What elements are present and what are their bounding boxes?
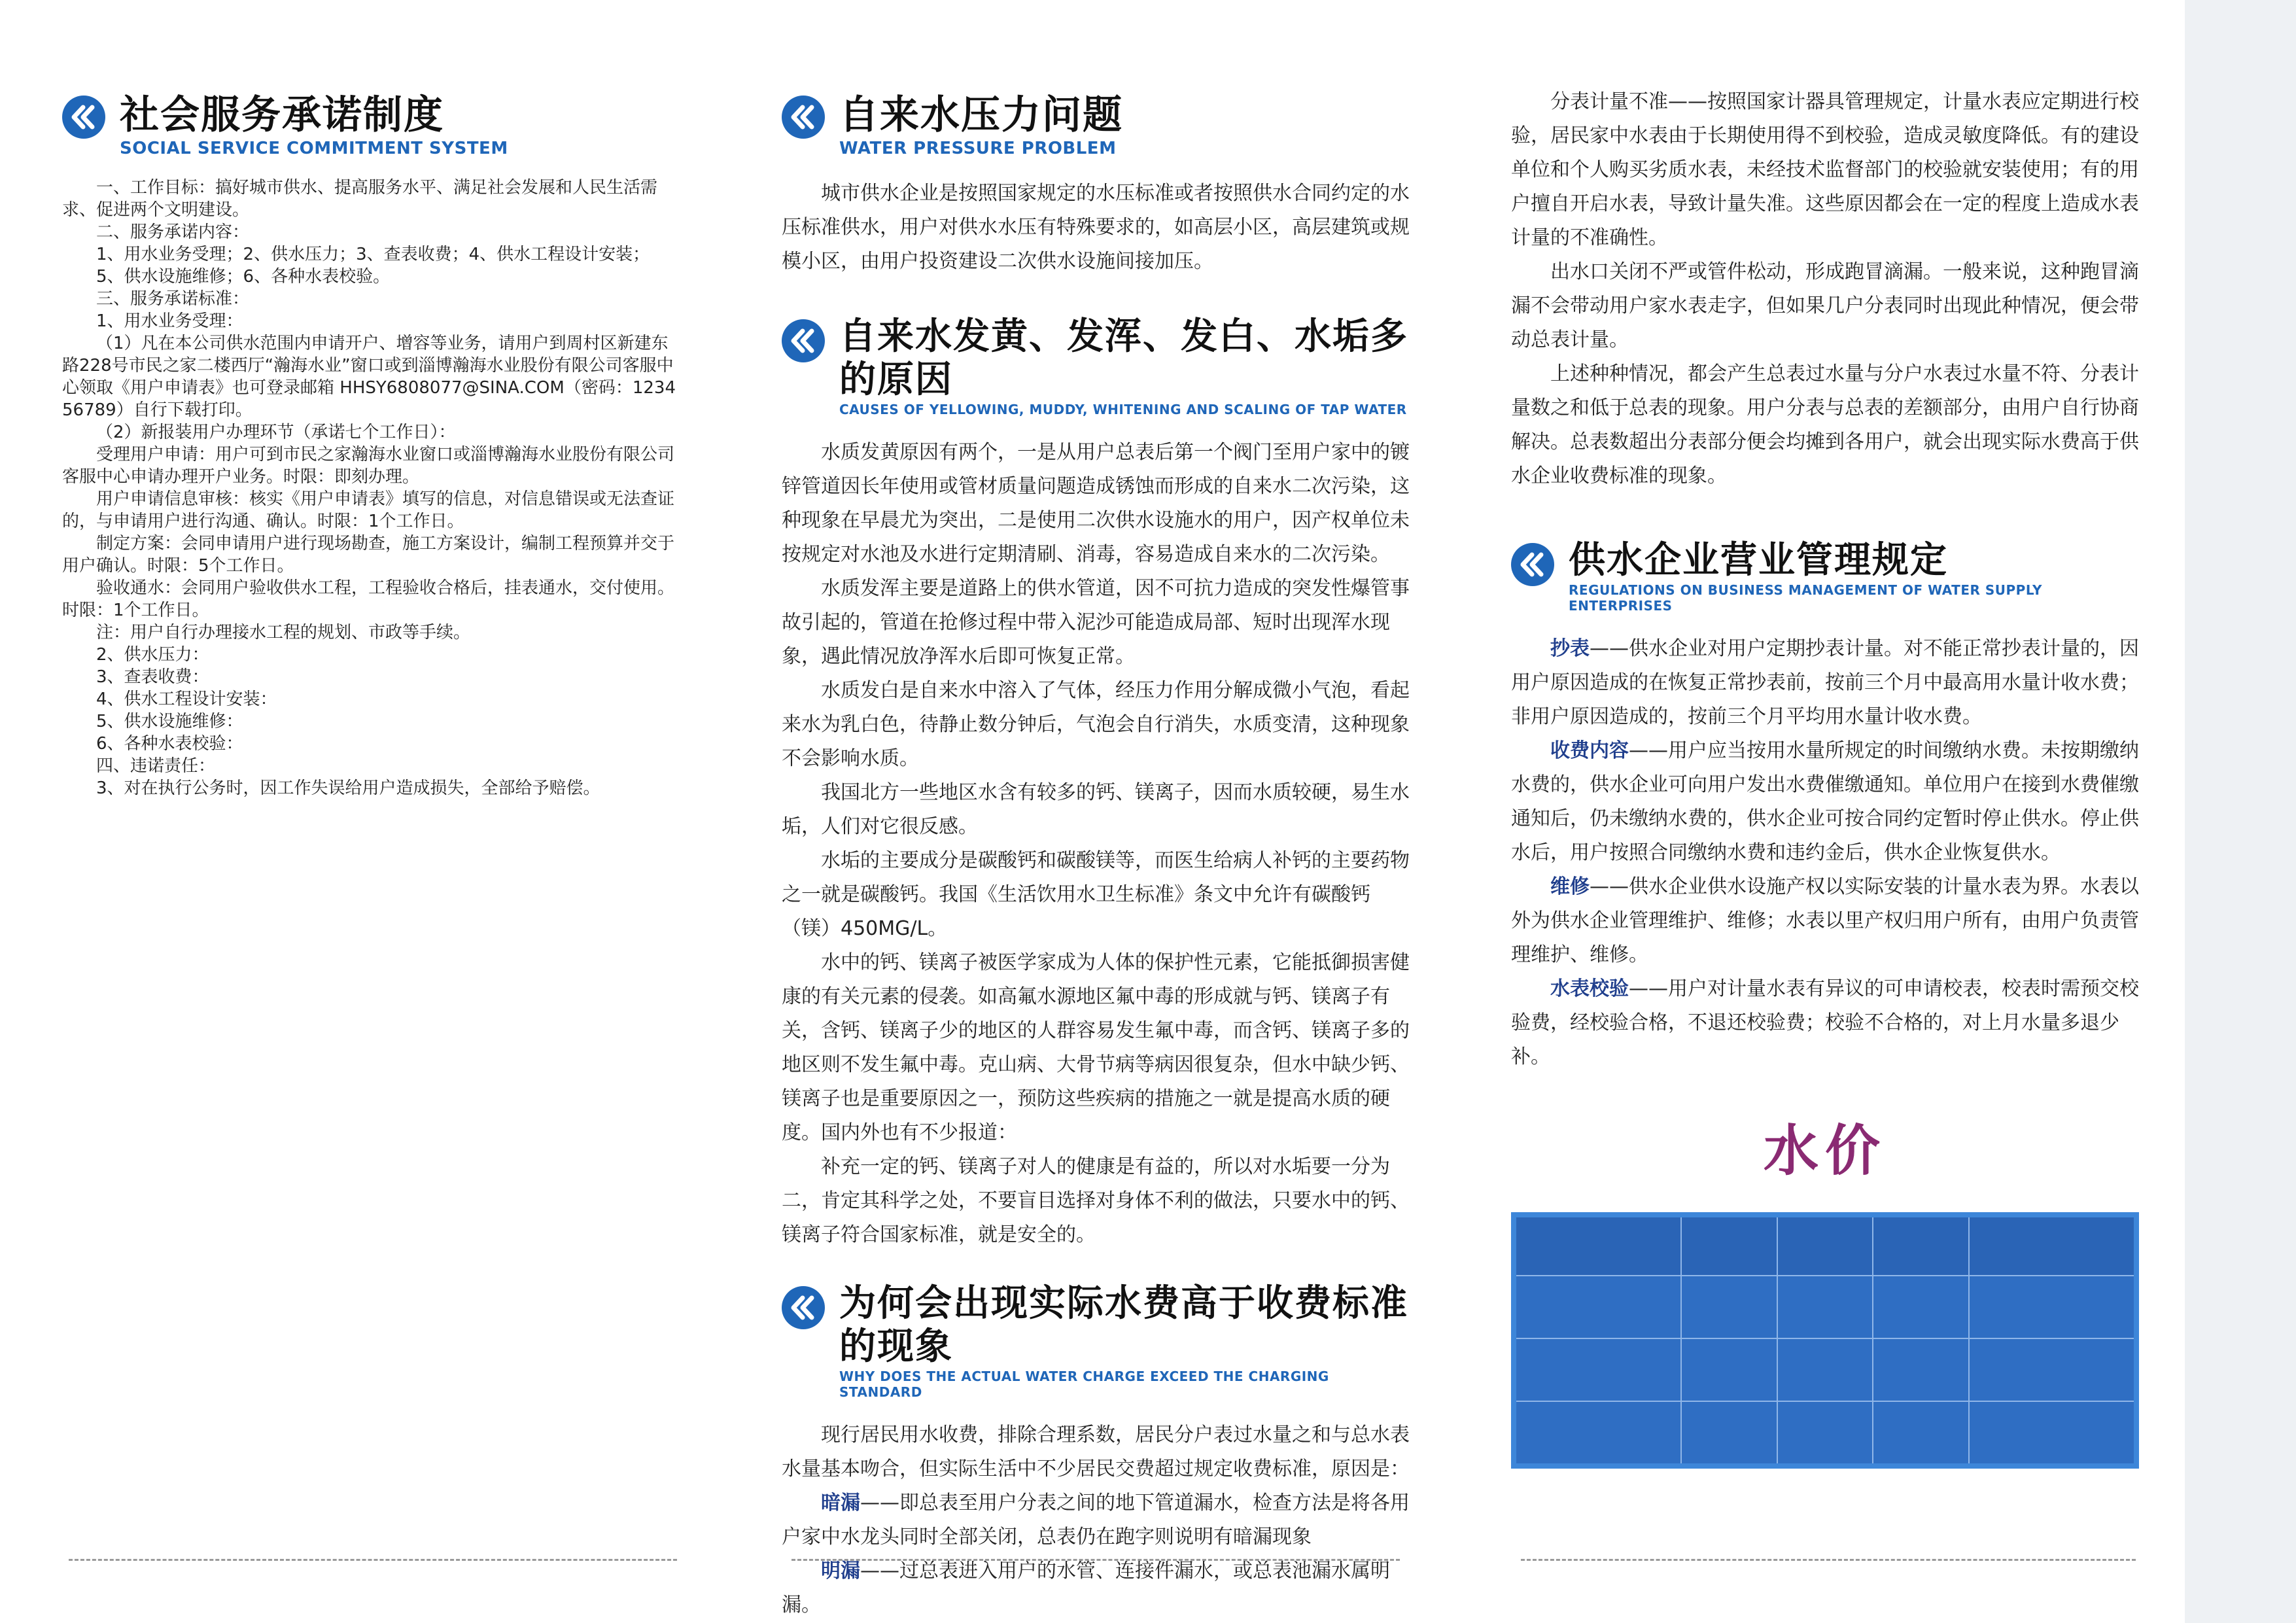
commitment-paragraph: 三、服务承诺标准： xyxy=(96,289,250,309)
keyword: 抄表 xyxy=(1550,637,1590,660)
keyword: 维修 xyxy=(1550,875,1590,898)
table-header-row xyxy=(1514,1215,2136,1276)
regulation-item: 收费内容——用户应当按用水量所规定的时间缴纳水费。未按期缴纳水费的，供水企业可向用户发出水费催缴通知。单位用户在接到水费催缴通知后，仍未缴纳水费的，供水企业可按合同约定暂时停止供水。停止供水后，用户按照合同缴纳水费和违约金后，供水企业恢复供水。 xyxy=(1511,739,2139,864)
keyword: 收费内容 xyxy=(1550,739,1629,762)
charge-reason-paragraph: 上述种种情况，都会产生总表过水量与分户水表过水量不符、分表计量数之和低于总表的现象。用户分表与总表的差额部分，由用户自行协商解决。总表数超出分表部分便会均摊到各用户，就会出现实际水费高于供水企业收费标准的现象。 xyxy=(1511,362,2139,487)
price-cell xyxy=(1681,1338,1777,1401)
section-header-water-color-causes xyxy=(782,315,1410,417)
actual-charge-continued xyxy=(1511,85,2139,493)
section-header-water-pressure xyxy=(782,92,1410,158)
section-subtitle: WHY DOES THE ACTUAL WATER CHARGE EXCEED THE CHARGING STANDARD xyxy=(839,1369,1329,1400)
water-price-title: 水价 xyxy=(1763,1119,1887,1183)
table-header-cell xyxy=(1873,1215,1968,1276)
table-header-cell xyxy=(1681,1215,1777,1276)
double-chevron-left-icon xyxy=(782,96,825,139)
commitment-paragraph: 二、服务承诺内容： xyxy=(96,222,250,242)
price-cell xyxy=(1681,1276,1777,1338)
double-chevron-left-icon xyxy=(62,96,105,139)
row-label-cell xyxy=(1514,1276,1681,1338)
double-chevron-left-icon xyxy=(1511,543,1554,586)
regulation-item: 水表校验——用户对计量水表有异议的可申请校表，校表时需预交校验费，经校验合格，不退还校验费；校验不合格的，对上月水量多退少补。 xyxy=(1511,977,2139,1068)
charge-reason-paragraph: 出水口关闭不严或管件松动，形成跑冒滴漏。一般来说，这种跑冒滴漏不会带动用户家水表走字，但如果几户分表同时出现此种情况，便会带动总表计量。 xyxy=(1511,260,2139,351)
section-title: 自来水压力问题 xyxy=(839,92,1123,138)
water-pressure-body xyxy=(782,177,1410,279)
row-label-cell xyxy=(1514,1338,1681,1401)
price-cell xyxy=(1969,1401,2136,1466)
price-cell xyxy=(1777,1276,1873,1338)
section-title: 为何会出现实际水费高于收费标准的现象 xyxy=(839,1282,1408,1368)
price-cell xyxy=(1873,1276,1968,1338)
table-header-cell xyxy=(1514,1215,1681,1276)
business-regulations-body xyxy=(1511,632,2139,1074)
divider-dashed xyxy=(69,1559,677,1561)
commitment-paragraph: 5、供水设施维修： xyxy=(96,712,243,731)
price-cell xyxy=(1777,1401,1873,1466)
price-cell xyxy=(1969,1276,2136,1338)
water-quality-paragraph: 水质发浑主要是道路上的供水管道，因不可抗力造成的突发性爆管事故引起的，管道在抢修过程中带入泥沙可能造成局部、短时出现浑水现象，遇此情况放净浑水后即可恢复正常。 xyxy=(782,577,1410,668)
row-label-cell xyxy=(1514,1401,1681,1466)
commitment-paragraph: 验收通水：会同用户验收供水工程，工程验收合格后，挂表通水，交付使用。时限：1个工作日。 xyxy=(62,578,675,620)
divider-dashed xyxy=(1521,1559,2136,1561)
section-header-actual-charge xyxy=(782,1282,1410,1400)
column-water-quality xyxy=(782,92,1410,1622)
keyword: 水表校验 xyxy=(1550,977,1629,1000)
commitment-paragraph: 5、供水设施维修；6、各种水表校验。 xyxy=(96,267,391,287)
commitment-paragraph: 4、供水工程设计安装： xyxy=(96,689,277,709)
divider-dashed xyxy=(791,1559,1400,1561)
section-title: 自来水发黄、发浑、发白、水垢多的原因 xyxy=(839,315,1408,401)
commitment-paragraph: 制定方案：会同申请用户进行现场勘查，施工方案设计，编制工程预算并交于用户确认。时限：5个工作日。 xyxy=(62,534,675,576)
commitment-paragraph: 3、查表收费： xyxy=(96,667,209,687)
double-chevron-left-icon xyxy=(782,319,825,362)
section-subtitle: REGULATIONS ON BUSINESS MANAGEMENT OF WATER SUPPLY ENTERPRISES xyxy=(1569,582,2042,614)
commitment-paragraph: 2、供水压力： xyxy=(96,645,209,665)
price-cell xyxy=(1969,1338,2136,1401)
water-quality-paragraph: 水质发白是自来水中溶入了气体，经压力作用分解成微小气泡，看起来水为乳白色，待静止数分钟后，气泡会自行消失，水质变清，这种现象不会影响水质。 xyxy=(782,679,1410,770)
regulation-item: 抄表——供水企业对用户定期抄表计量。对不能正常抄表计量的，因用户原因造成的在恢复正常抄表前，按前三个月中最高用水量计收水费；非用户原因造成的，按前三个月平均用水量计收水费。 xyxy=(1511,637,2139,728)
commitment-paragraph: 注：用户自行办理接水工程的规划、市政等手续。 xyxy=(96,623,471,642)
actual-charge-reasons xyxy=(782,1486,1410,1622)
service-commitment-body xyxy=(62,177,684,799)
section-subtitle: SOCIAL SERVICE COMMITMENT SYSTEM xyxy=(120,139,508,158)
section-header-service-commitment xyxy=(62,92,684,158)
commitment-paragraph: 6、各种水表校验： xyxy=(96,734,243,754)
table-row xyxy=(1514,1401,2136,1466)
commitment-paragraph: 3、对在执行公务时，因工作失误给用户造成损失，全部给予赔偿。 xyxy=(96,778,600,798)
commitment-paragraph: 受理用户申请：用户可到市民之家瀚海水业窗口或淄博瀚海水业股份有限公司客服中心申请办理开户业务。时限：即刻办理。 xyxy=(62,445,675,487)
page-edge-strip xyxy=(2185,0,2296,1623)
section-header-business-regulations xyxy=(1511,539,2139,614)
regulation-item: 维修——供水企业供水设施产权以实际安装的计量水表为界。水表以外为供水企业管理维护、维修；水表以里产权归用户所有，由用户负责管理维护、维修。 xyxy=(1511,875,2139,966)
section-title: 社会服务承诺制度 xyxy=(120,92,444,138)
water-color-causes-body xyxy=(782,436,1410,1252)
section-subtitle: CAUSES OF YELLOWING, MUDDY, WHITENING AND SCALING OF TAP WATER xyxy=(839,402,1407,417)
water-quality-paragraph: 补充一定的钙、镁离子对人的健康是有益的，所以对水垢要一分为二，肯定其科学之处，不要盲目选择对身体不利的做法，只要水中的钙、镁离子符合国家标准，就是安全的。 xyxy=(782,1155,1410,1246)
price-cell xyxy=(1777,1338,1873,1401)
water-quality-paragraph: 水中的钙、镁离子被医学家成为人体的保护性元素，它能抵御损害健康的有关元素的侵袭。如高氟水源地区氟中毒的形成就与钙、镁离子有关，含钙、镁离子少的地区的人群容易发生氟中毒，而含钙、镁离子多的地区则不发生氟中毒。克山病、大骨节病等病因很复杂，但水中缺少钙、镁离子也是重要原因之一，预防这些疾病的措施之一就是提高水质的硬度。国内外也有不少报道： xyxy=(782,951,1410,1144)
table-header-cell xyxy=(1777,1215,1873,1276)
commitment-paragraph: 用户申请信息审核：核实《用户申请表》填写的信息，对信息错误或无法查证的，与申请用户进行沟通、确认。时限：1个工作日。 xyxy=(62,489,675,531)
water-quality-paragraph: 水质发黄原因有两个，一是从用户总表后第一个阀门至用户家中的镀锌管道因长年使用或管材质量问题造成锈蚀而形成的自来水二次污染，这种现象在早晨尤为突出，二是使用二次供水设施水的用户，因产权单位未按规定对水池及水进行定期清刷、消毒，容易造成自来水的二次污染。 xyxy=(782,441,1410,566)
column-business-regulations xyxy=(1511,85,2139,1469)
price-cell xyxy=(1873,1338,1968,1401)
water-quality-paragraph: 水垢的主要成分是碳酸钙和碳酸镁等，而医生给病人补钙的主要药物之一就是碳酸钙。我国《生活饮用水卫生标准》条文中允许有碳酸钙（镁）450MG/L。 xyxy=(782,849,1410,940)
table-row xyxy=(1514,1276,2136,1338)
keyword: 暗漏 xyxy=(821,1492,860,1514)
table-row xyxy=(1514,1338,2136,1401)
table-header-cell xyxy=(1969,1215,2136,1276)
charge-reason-item: 暗漏——即总表至用户分表之间的地下管道漏水，检查方法是将各用户家中水龙头同时全部关闭，总表仍在跑字则说明有暗漏现象 xyxy=(782,1492,1410,1548)
section-subtitle: WATER PRESSURE PROBLEM xyxy=(839,139,1117,158)
charge-reason-item: 明漏——过总表进入用户的水管、连接件漏水，或总表池漏水属明漏。 xyxy=(782,1560,1390,1616)
commitment-paragraph: （1）凡在本公司供水范围内申请开户、增容等业务，请用户到周村区新建东路228号市民之家二楼西厅“瀚海水业”窗口或到淄博瀚海水业股份有限公司客服中心领取《用户申请表》也可登录邮箱 HHSY6808077@SINA.COM（密码：123456789）自行下载打印。 xyxy=(62,334,676,420)
actual-charge-intro: 现行居民用水收费，排除合理系数，居民分户表过水量之和与总水表水量基本吻合，但实际生活中不少居民交费超过规定收费标准，原因是： xyxy=(782,1423,1410,1480)
commitment-paragraph: （2）新报装用户办理环节（承诺七个工作日）： xyxy=(96,423,456,442)
commitment-paragraph: 一、工作目标：搞好城市供水、提高服务水平、满足社会发展和人民生活需求、促进两个文明建设。 xyxy=(62,178,658,220)
water-price-table xyxy=(1511,1212,2139,1469)
commitment-paragraph: 1、用水业务受理： xyxy=(96,311,243,331)
price-cell xyxy=(1873,1401,1968,1466)
water-pressure-paragraph: 城市供水企业是按照国家规定的水压标准或者按照供水合同约定的水压标准供水，用户对供水水压有特殊要求的，如高层小区，高层建筑或规模小区，由用户投资建设二次供水设施间接加压。 xyxy=(782,182,1410,273)
keyword: 明漏 xyxy=(821,1560,860,1582)
commitment-paragraph: 四、违诺责任： xyxy=(96,756,216,776)
column-service-commitment xyxy=(62,92,684,799)
water-quality-paragraph: 我国北方一些地区水含有较多的钙、镁离子，因而水质较硬，易生水垢，人们对它很反感。 xyxy=(782,781,1410,838)
commitment-paragraph: 1、用水业务受理；2、供水压力；3、查表收费；4、供水工程设计安装； xyxy=(96,245,650,264)
charge-reason-paragraph: 分表计量不准——按照国家计器具管理规定，计量水表应定期进行校验，居民家中水表由于长期使用得不到校验，造成灵敏度降低。有的建设单位和个人购买劣质水表，未经技术监督部门的校验就安装使用；有的用户擅自开启水表，导致计量失准。这些原因都会在一定的程度上造成水表计量的不准确性。 xyxy=(1511,90,2139,249)
price-cell xyxy=(1681,1401,1777,1466)
section-title: 供水企业营业管理规定 xyxy=(1569,539,1948,582)
double-chevron-left-icon xyxy=(782,1286,825,1329)
